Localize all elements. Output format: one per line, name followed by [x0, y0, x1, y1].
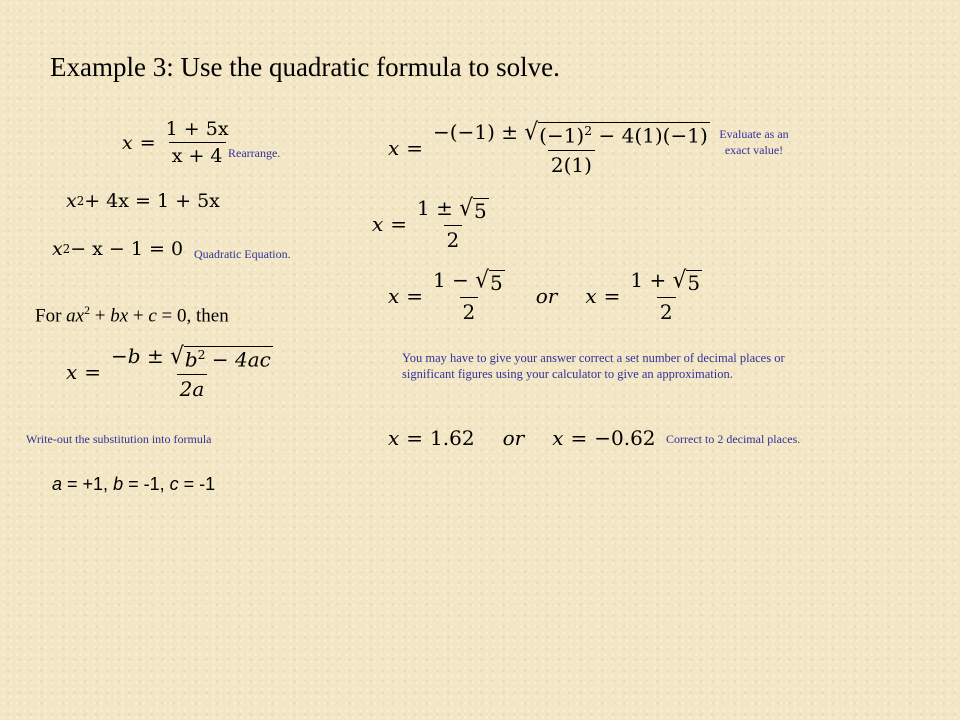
eq-variable: x [66, 360, 78, 385]
radical-sign: √ [475, 266, 490, 294]
eq-rest: − x − 1 = 0 [70, 238, 184, 260]
rule-suffix: = 0, then [156, 305, 229, 327]
general-form-statement [35, 304, 229, 327]
sub-radical [524, 118, 709, 148]
note-rearrange: Rearrange. [228, 146, 281, 160]
equation-original [122, 118, 232, 167]
slide-title: Example 3: Use the quadratic formula to solve. [50, 52, 560, 82]
sub-numerator [430, 120, 713, 150]
sub-denominator: 2(1) [548, 150, 595, 177]
equation-roots [388, 268, 705, 324]
eq-variable: x [122, 131, 133, 154]
radicand [538, 122, 710, 148]
root1-radical [475, 266, 505, 295]
eq-variable: x [52, 238, 63, 260]
eq-variable: x [388, 136, 400, 161]
root1-one-minus: 1 − [433, 268, 469, 292]
simp-fraction [414, 196, 492, 252]
formula-denominator: 2a [177, 374, 208, 401]
coef-a: a [52, 474, 63, 494]
eq-sign: = [406, 136, 424, 161]
note-evaluate-exact [706, 126, 802, 158]
coef-c-value: = -1 [178, 474, 216, 494]
eq-variable: x [388, 284, 400, 308]
eq-rest: + 4x = 1 + 5x [84, 190, 220, 212]
equation-simplified [372, 196, 492, 252]
simp-radical [459, 194, 489, 223]
eq-sign: = [406, 284, 424, 308]
coefficient-values [52, 474, 215, 495]
equation-quadratic [52, 238, 183, 260]
equation-substituted [388, 120, 713, 177]
radicand-exponent: 2 [584, 123, 593, 138]
simp-one-pm: 1 ± [417, 196, 453, 220]
root2-one-plus: 1 + [630, 268, 667, 292]
root1-denominator: 2 [460, 297, 479, 324]
coef-c: c [169, 474, 179, 494]
root2-fraction [627, 268, 705, 324]
simp-numerator [414, 196, 492, 225]
radicand-exponent: 2 [197, 347, 206, 362]
root2-radical [672, 266, 703, 295]
rule-plus: + [128, 305, 149, 327]
formula-fraction [108, 344, 276, 401]
equation-expanded [66, 190, 220, 212]
rule-exponent: 2 [84, 304, 90, 317]
rule-term-a: ax [66, 305, 85, 327]
note-approximation: You may have to give your answer correct a set number of decimal places or significant figures using your calculator to give an approximation. [402, 351, 785, 381]
radicand: 5 [490, 271, 503, 295]
eq-sign: = [406, 426, 424, 450]
radicand-rest: − 4ac [205, 347, 271, 372]
eq-denominator: x + 4 [169, 142, 226, 167]
rule-term-c: c [148, 305, 157, 327]
equation-decimal-roots [388, 426, 656, 450]
coef-b: b [113, 474, 124, 494]
or-word: or [502, 426, 525, 450]
eq-variable: x [372, 212, 384, 236]
radical-sign: √ [459, 194, 474, 222]
root2-numerator [627, 268, 705, 297]
eq-sign: = [570, 426, 588, 450]
root1-decimal: 1.62 [430, 426, 475, 450]
radicand: 5 [687, 271, 701, 295]
root1-numerator [430, 268, 508, 297]
note-line: Evaluate as an [719, 127, 789, 141]
sub-fraction [430, 120, 713, 177]
eq-sign: = [603, 284, 621, 308]
eq-variable: x [388, 426, 400, 450]
eq-variable: x [585, 284, 597, 308]
eq-exponent: 2 [76, 194, 85, 208]
eq-sign: = [139, 131, 156, 154]
radicand-b: b [184, 347, 198, 372]
quadratic-formula [66, 344, 276, 401]
formula-numerator [108, 344, 276, 374]
or-word: or [535, 284, 558, 308]
eq-fraction [163, 118, 232, 167]
note-quadratic-equation: Quadratic Equation. [194, 247, 291, 261]
formula-radical [170, 342, 273, 372]
note-decimal-places: Correct to 2 decimal places. [666, 432, 801, 446]
eq-exponent: 2 [62, 242, 71, 256]
note-substitution: Write-out the substitution into formula [26, 432, 212, 446]
radical-sign: √ [170, 342, 184, 370]
eq-variable: x [552, 426, 564, 450]
eq-sign: = [390, 212, 408, 236]
root2-denominator: 2 [657, 297, 676, 324]
radicand-b: (−1) [539, 123, 585, 148]
radicand-rest: − 4(1)(−1) [592, 123, 708, 148]
rule-plus: + [89, 305, 111, 327]
root2-decimal: −0.62 [594, 426, 656, 450]
formula-neg-b: −b ± [111, 344, 164, 368]
rule-prefix: For [35, 305, 67, 327]
eq-numerator: 1 + 5x [165, 118, 229, 140]
coef-a-value: = +1, [62, 474, 114, 494]
coef-b-value: = -1, [123, 474, 170, 494]
radicand [184, 346, 273, 372]
simp-denominator: 2 [444, 225, 463, 252]
radical-sign: √ [524, 118, 539, 146]
note-line: exact value! [724, 143, 784, 157]
radicand: 5 [474, 199, 487, 223]
sub-neg-b: −(−1) ± [433, 120, 519, 144]
eq-variable: x [66, 190, 77, 212]
rule-term-b: bx [110, 305, 129, 327]
root1-fraction [430, 268, 508, 324]
eq-sign: = [84, 360, 102, 385]
radical-sign: √ [672, 266, 687, 294]
